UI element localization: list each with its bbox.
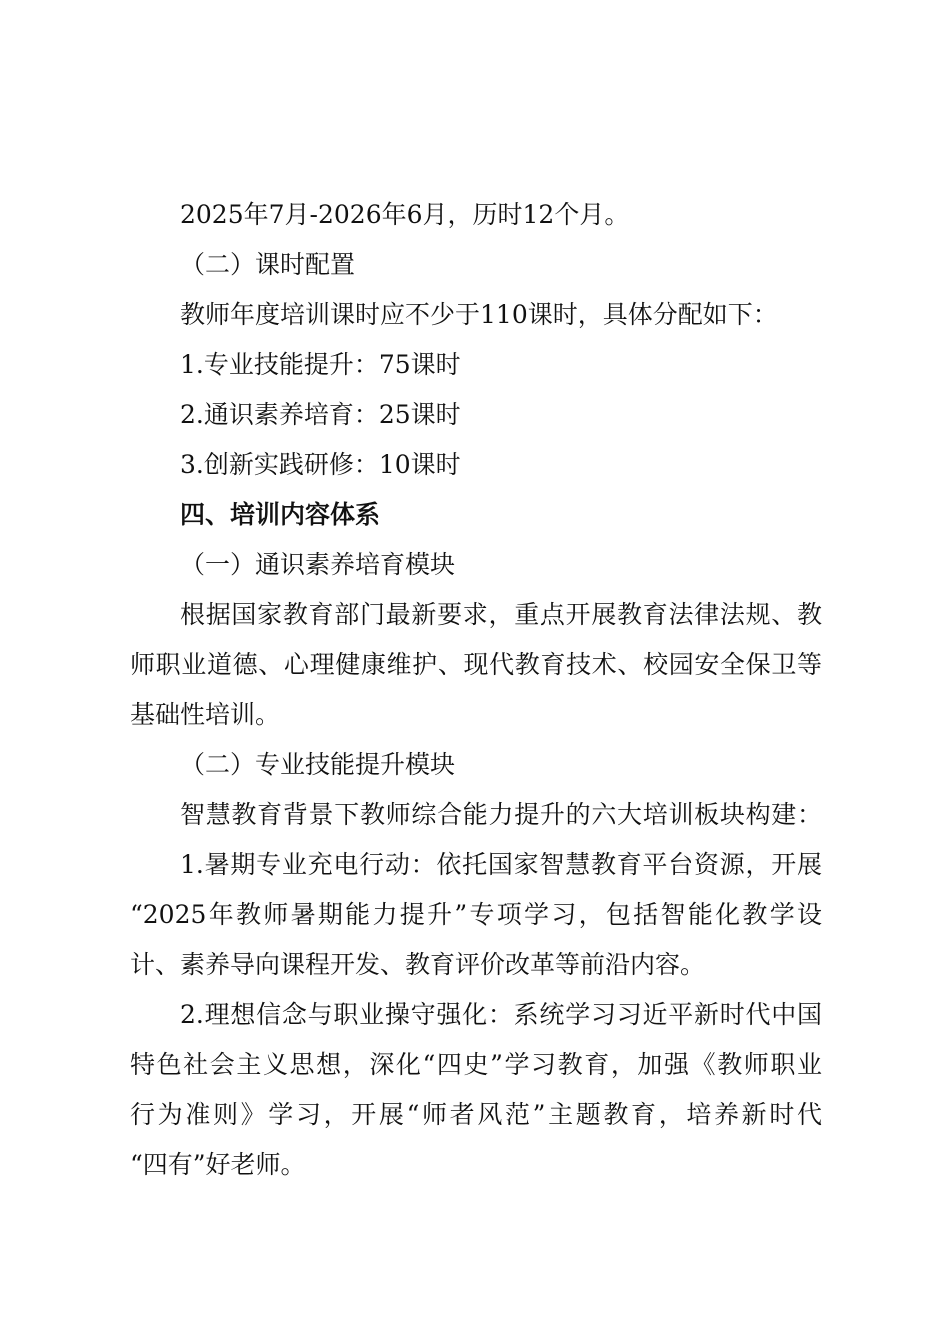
paragraph-line: 根据国家教育部门最新要求，重点开展教育法律法规、教: [180, 600, 822, 629]
paragraph-line: 师职业道德、心理健康维护、现代教育技术、校园安全保卫等: [130, 650, 822, 679]
text-line-total-hours: 教师年度培训课时应不少于110课时，具体分配如下：: [180, 300, 778, 329]
list-item-general-literacy: 2.通识素养培育：25课时: [180, 400, 461, 429]
paragraph-line: 2.理想信念与职业操守强化：系统学习习近平新时代中国: [180, 1000, 822, 1029]
text-line-period: 2025年7月-2026年6月，历时12个月。: [180, 200, 630, 229]
paragraph-line: “2025年教师暑期能力提升”专项学习，包括智能化教学设: [130, 900, 822, 929]
paragraph-line: 智慧教育背景下教师综合能力提升的六大培训板块构建：: [180, 800, 822, 829]
list-item-professional-skills: 1.专业技能提升：75课时: [180, 350, 461, 379]
paragraph-line: “四有”好老师。: [130, 1150, 306, 1179]
subheading-professional-module: （二）专业技能提升模块: [180, 750, 456, 779]
paragraph-line: 特色社会主义思想，深化“四史”学习教育，加强《教师职业: [130, 1050, 822, 1079]
list-item-innovation-practice: 3.创新实践研修：10课时: [180, 450, 461, 479]
paragraph-line: 基础性培训。: [130, 700, 281, 729]
paragraph-line: 计、素养导向课程开发、教育评价改革等前沿内容。: [130, 950, 706, 979]
paragraph-line: 1.暑期专业充电行动：依托国家智慧教育平台资源，开展: [180, 850, 822, 879]
section-heading-training-content: 四、培训内容体系: [180, 500, 381, 529]
paragraph-line: 行为准则》学习，开展“师者风范”主题教育，培养新时代: [130, 1100, 822, 1129]
subheading-class-hours: （二）课时配置: [180, 250, 356, 279]
subheading-general-module: （一）通识素养培育模块: [180, 550, 456, 579]
